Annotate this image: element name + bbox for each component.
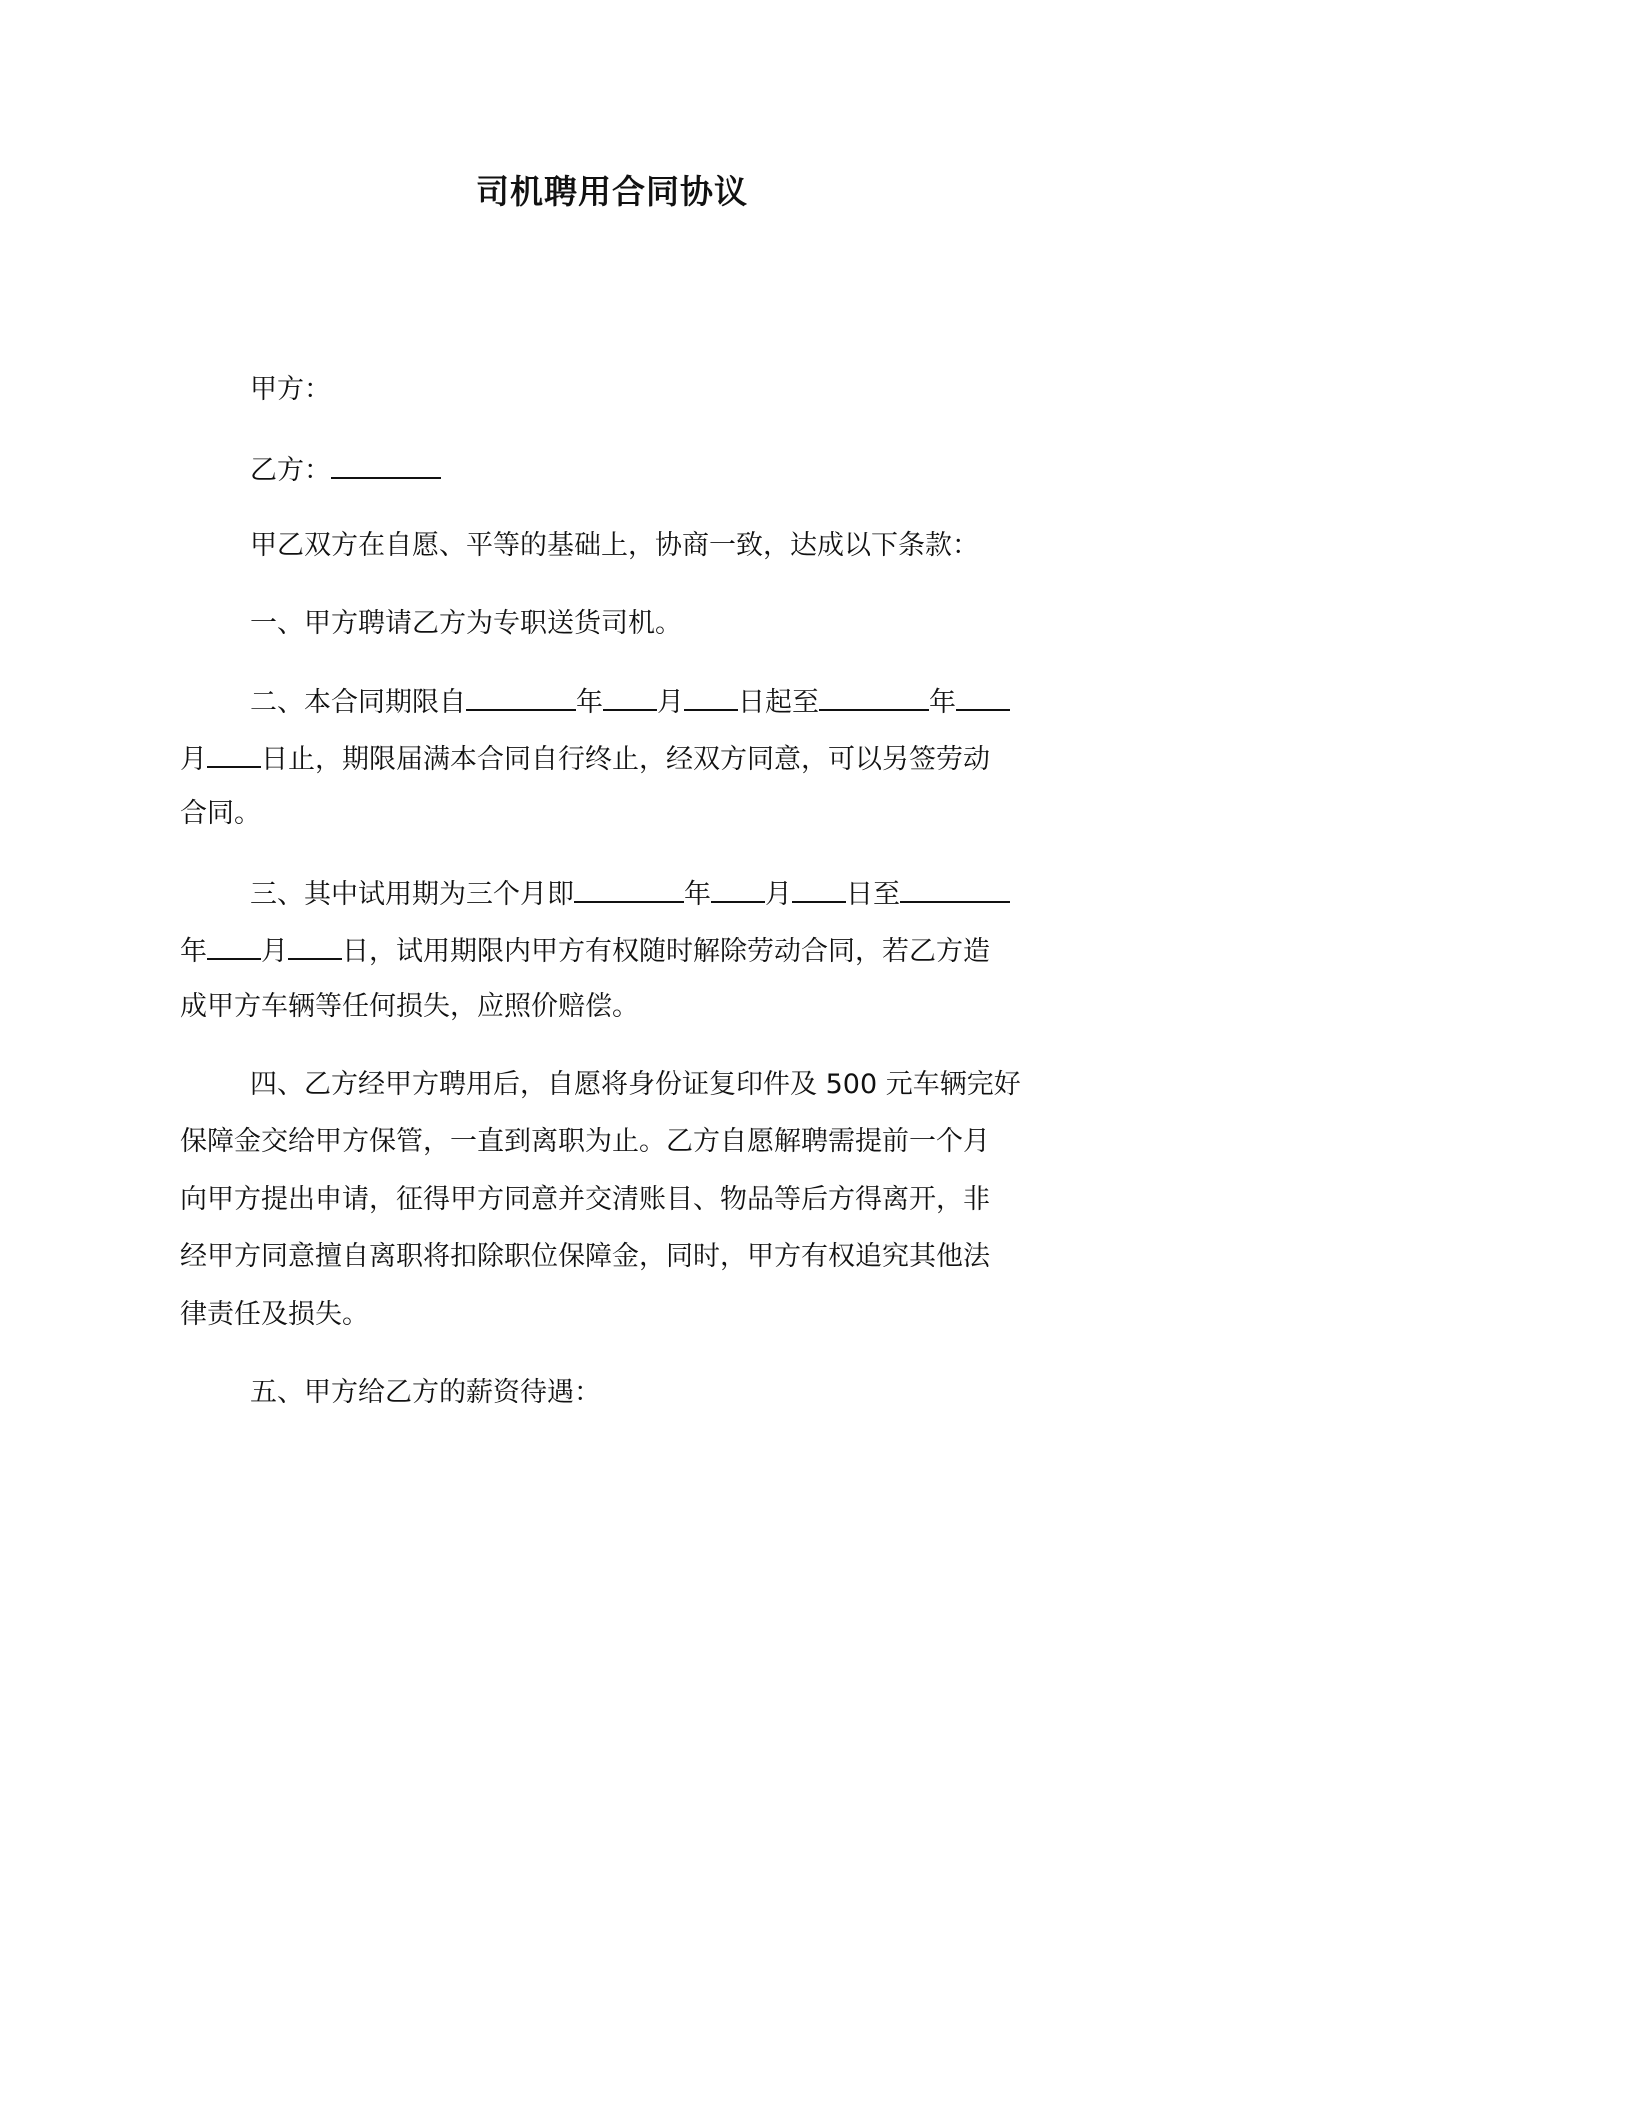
clause-3-prefix: 三、其中试用期为三个月即 bbox=[250, 879, 574, 910]
day-to-label: 日至 bbox=[846, 879, 900, 910]
party-b-blank bbox=[331, 451, 441, 479]
clause-2-line-3: 合同。 bbox=[180, 798, 261, 829]
clause-2-prefix: 二、本合同期限自 bbox=[250, 687, 466, 718]
blank-field bbox=[207, 740, 261, 768]
clause-1: 一、甲方聘请乙方为专职送货司机。 bbox=[250, 608, 682, 639]
day-from-label: 日起至 bbox=[738, 687, 819, 718]
blank-field bbox=[603, 683, 657, 711]
clause-2-line-2-text: 日止，期限届满本合同自行终止，经双方同意，可以另签劳动 bbox=[261, 744, 990, 775]
clause-2-line-2 bbox=[180, 740, 990, 777]
clause-4-line-5: 律责任及损失。 bbox=[180, 1299, 369, 1330]
clause-4-line-2: 保障金交给甲方保管，一直到离职为止。乙方自愿解聘需提前一个月 bbox=[180, 1126, 990, 1157]
clause-3-line-2-text: 日，试用期限内甲方有权随时解除劳动合同，若乙方造 bbox=[342, 936, 990, 967]
blank-field bbox=[466, 683, 576, 711]
blank-field bbox=[819, 683, 929, 711]
party-b-label: 乙方： bbox=[250, 455, 331, 486]
clause-3-line-3: 成甲方车辆等任何损失，应照价赔偿。 bbox=[180, 991, 639, 1022]
blank-field bbox=[288, 932, 342, 960]
month-label: 月 bbox=[657, 687, 684, 718]
month-label: 月 bbox=[180, 744, 207, 775]
party-b-line bbox=[250, 451, 441, 488]
clause-3-line-2 bbox=[180, 932, 990, 969]
blank-field bbox=[684, 683, 738, 711]
year-label: 年 bbox=[180, 936, 207, 967]
clause-4-line-3: 向甲方提出申请，征得甲方同意并交清账目、物品等后方得离开，非 bbox=[180, 1184, 990, 1215]
clause-4-line-1: 四、乙方经甲方聘用后，自愿将身份证复印件及 500 元车辆完好 bbox=[250, 1069, 1021, 1100]
blank-field bbox=[956, 683, 1010, 711]
month-label: 月 bbox=[765, 879, 792, 910]
year-label: 年 bbox=[576, 687, 603, 718]
year-label: 年 bbox=[684, 879, 711, 910]
blank-field bbox=[207, 932, 261, 960]
blank-field bbox=[900, 875, 1010, 903]
blank-field bbox=[792, 875, 846, 903]
document-title: 司机聘用合同协议 bbox=[476, 172, 748, 211]
party-a-label: 甲方： bbox=[250, 374, 331, 405]
clause-2-line-1 bbox=[250, 683, 1010, 720]
blank-field bbox=[574, 875, 684, 903]
blank-field bbox=[711, 875, 765, 903]
clause-5: 五、甲方给乙方的薪资待遇： bbox=[250, 1377, 601, 1408]
clause-3-line-1 bbox=[250, 875, 1010, 912]
clause-4-line-4: 经甲方同意擅自离职将扣除职位保障金，同时，甲方有权追究其他法 bbox=[180, 1241, 990, 1272]
intro-paragraph: 甲乙双方在自愿、平等的基础上，协商一致，达成以下条款： bbox=[250, 530, 979, 561]
year-label: 年 bbox=[929, 687, 956, 718]
month-label: 月 bbox=[261, 936, 288, 967]
